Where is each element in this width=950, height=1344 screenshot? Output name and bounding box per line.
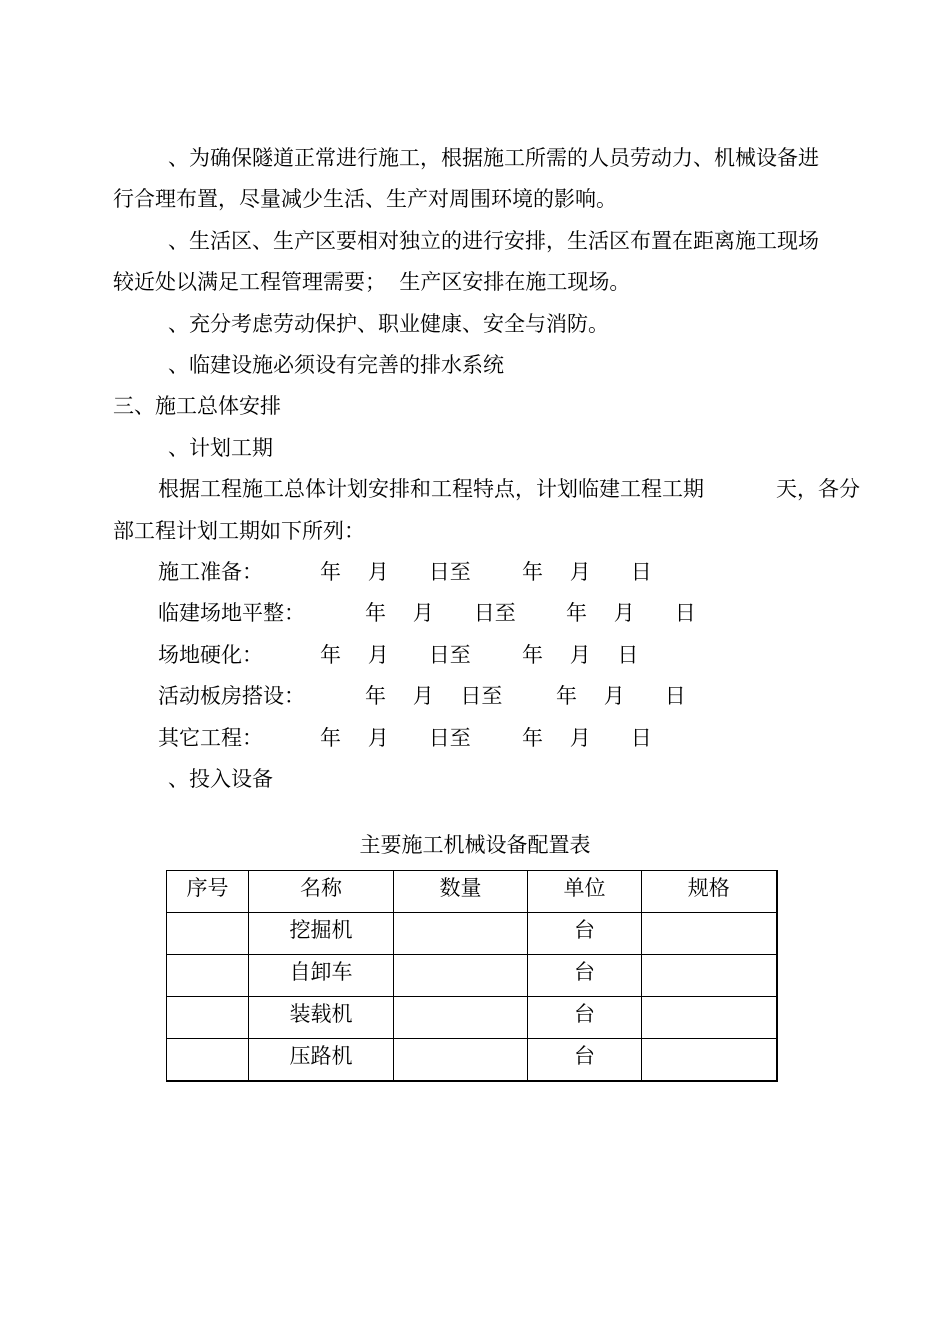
cell-index	[167, 955, 249, 997]
cell-spec	[642, 997, 777, 1039]
table-title: 主要施工机械设备配置表	[359, 833, 591, 857]
subheading-equipment: 、投入设备	[168, 767, 273, 791]
cell-unit: 台	[528, 913, 642, 955]
subheading-plan-period: 、计划工期	[168, 436, 273, 460]
cell-quantity	[394, 1039, 528, 1082]
cell-quantity	[394, 997, 528, 1039]
cell-quantity	[394, 913, 528, 955]
header-quantity: 数量	[394, 871, 528, 913]
plan-paragraph-line-2: 部工程计划工期如下所列：	[113, 519, 365, 543]
header-name: 名称	[249, 871, 394, 913]
paragraph-1-line-2: 行合理布置，尽量减少生活、生产对周围环境的影响。	[113, 187, 617, 211]
paragraph-2-line-2: 较近处以满足工程管理需要； 生产区安排在施工现场。	[113, 270, 631, 294]
schedule-label: 施工准备：	[158, 560, 263, 584]
header-spec: 规格	[642, 871, 777, 913]
schedule-label: 其它工程：	[158, 726, 263, 750]
cell-name: 挖掘机	[249, 913, 394, 955]
cell-spec	[642, 1039, 777, 1082]
table-row	[167, 1039, 777, 1082]
cell-spec	[642, 913, 777, 955]
schedule-start: 年 月 日至	[320, 560, 471, 584]
cell-spec	[642, 955, 777, 997]
schedule-start: 年 月 日至	[320, 726, 471, 750]
schedule-end: 年 月 日	[566, 601, 696, 625]
plan-paragraph-line-1a: 根据工程施工总体计划安排和工程特点，计划临建工程工期	[158, 477, 704, 501]
schedule-label: 场地硬化：	[158, 643, 263, 667]
table-row	[167, 955, 777, 997]
section-heading-3: 三、施工总体安排	[113, 394, 281, 418]
schedule-label: 活动板房搭设：	[158, 684, 305, 708]
header-unit: 单位	[528, 871, 642, 913]
table-row	[167, 913, 777, 955]
cell-index	[167, 997, 249, 1039]
schedule-end: 年 月 日	[556, 684, 686, 708]
cell-index	[167, 1039, 249, 1082]
schedule-start: 年 月 日至	[320, 643, 471, 667]
cell-name: 压路机	[249, 1039, 394, 1082]
schedule-start: 年 月 日至	[365, 684, 503, 708]
schedule-start: 年 月 日至	[365, 601, 516, 625]
equipment-table	[166, 870, 778, 1082]
cell-name: 装载机	[249, 997, 394, 1039]
plan-paragraph-line-1b: 天，各分	[776, 477, 860, 501]
cell-unit: 台	[528, 1039, 642, 1082]
paragraph-3: 、充分考虑劳动保护、职业健康、安全与消防。	[168, 312, 609, 336]
header-index: 序号	[167, 871, 249, 913]
cell-unit: 台	[528, 955, 642, 997]
paragraph-1-line-1: 、为确保隧道正常进行施工，根据施工所需的人员劳动力、机械设备进	[168, 146, 819, 170]
paragraph-4: 、临建设施必须设有完善的排水系统	[168, 353, 504, 377]
cell-index	[167, 913, 249, 955]
schedule-end: 年 月 日	[522, 560, 652, 584]
table-header-row	[167, 871, 777, 913]
schedule-end: 年 月 日	[522, 726, 652, 750]
table-row	[167, 997, 777, 1039]
schedule-label: 临建场地平整：	[158, 601, 305, 625]
cell-name: 自卸车	[249, 955, 394, 997]
cell-quantity	[394, 955, 528, 997]
schedule-end: 年 月 日	[522, 643, 639, 667]
paragraph-2-line-1: 、生活区、生产区要相对独立的进行安排，生活区布置在距离施工现场	[168, 229, 819, 253]
cell-unit: 台	[528, 997, 642, 1039]
